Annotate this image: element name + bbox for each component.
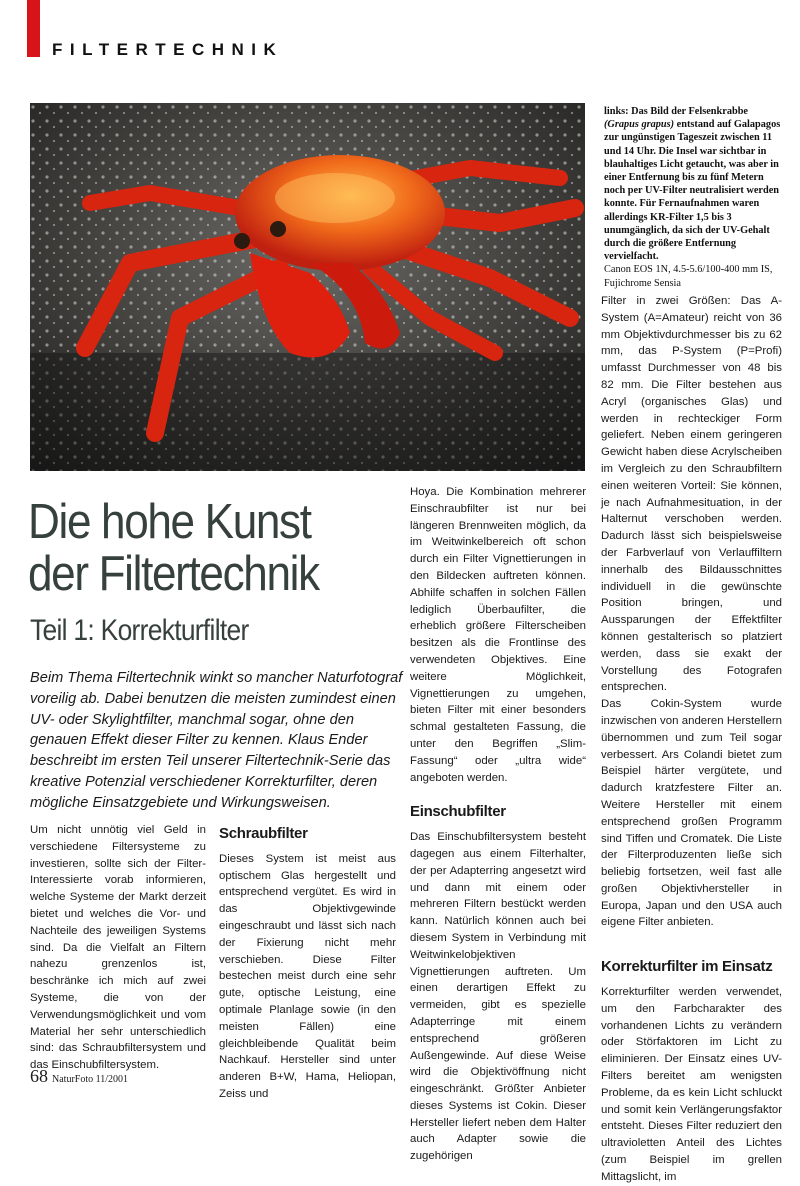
caption-text-1: links: Das Bild der Felsenkrabbe	[604, 106, 748, 117]
column-4-text-1: Filter in zwei Größen: Das A-System (A=Amateur) reicht von 36 mm Objektivdurchmesser bis zu 62 mm, das P-System (P=Profi) umfasst Durchmesser von 48 bis 82 mm. Die Filter bestehen aus Acryl (organisches Glas) und werden in rechteckiger Form geliefert. Neben einem geringeren Gewicht haben diese Acrylscheiben im Vergleich zu den Schraubfiltern einen weiteren Vorteil: Sie können, je nach Aufnahmesituation, in der Halternut verschoben werden. Dadurch lässt sich beispielsweise der Farbverlauf von Verlauffiltern innerhalb des Bildausschnittes individuell in die gewünschte Position bringen, und Aussparungen der Effektfilter können gestalterisch so platziert werden, dass sie exakt der Vorstellung des Fotografen entsprechen.	[601, 295, 782, 694]
column-1-text: Um nicht unnötig viel Geld in verschiedene Filtersysteme zu investieren, sollte sich der Filter-Interessierte vorab informieren, welche Systeme der Markt derzeit bietet und welches die Vor- und Nachteile des jeweiligen Systems sind. Da die Vielfalt an Filtern nahezu grenzenlos ist, beschränke ich mich auf zwei Systeme, die von der Verwendungsmöglichkeit und vom Material her sehr unterschiedlich sind: das Schraubfiltersystem und das Einschubfiltersystem.	[30, 824, 206, 1072]
crab-illustration	[30, 103, 585, 471]
magazine-issue: NaturFoto 11/2001	[52, 1074, 129, 1085]
column-4	[601, 293, 782, 1186]
caption-species: (Grapus grapus)	[604, 119, 675, 131]
page-footer	[30, 1066, 128, 1087]
heading-korrekturfilter-im-einsatz: Korrekturfilter im Einsatz	[601, 958, 773, 976]
caption-camera-meta: Canon EOS 1N, 4.5-5.6/100-400 mm IS, Fujichrome Sensia	[604, 264, 773, 289]
section-accent-bar	[27, 0, 40, 57]
intro-paragraph: Beim Thema Filtertechnik winkt so mancher Naturfotograf voreilig ab. Dabei benutzen die meisten zumindest einen UV- oder Skylightfilter, manchmal sogar, ohne den genauen Effekt dieser Filter zu kennen. Klaus Ender beschreibt im ersten Teil unserer Filtertechnik-Serie das kreative Potenzial verschiedener Korrekturfilter, deren mögliche Einsatzgebiete und Wirkungsweisen.	[30, 670, 403, 811]
heading-schraubfilter: Schraubfilter	[219, 825, 308, 842]
caption-text-2: entstand auf Galapagos zur ungünstigen Tageszeit zwischen 11 und 14 Uhr. Die Insel war sichtbar in blauhaltiges Licht getaucht, was aber in einer Entfernung bis zu fünf Metern noch per UV-Filter neutralisiert werden konnte. Für Fernaufnahmen waren allerdings KR-Filter 1,5 bis 3 unumgänglich, da sich der UV-Gehalt durch die größere Entfernung vervielfacht.	[604, 119, 781, 263]
subtitle: Teil 1: Korrekturfilter	[30, 614, 249, 647]
column-3-text: Das Einschubfiltersystem besteht dagegen aus einem Filterhalter, der per Adapterring angesetzt wird und dann mit einem oder mehreren Filtern bestückt werden kann. Natürlich können auch bei diesem System in Verbindung mit Weitwinkelobjektiven Vignettierungen auftreten. Um einen derartigen Effekt zu vermeiden, gibt es spezielle Adapterringe mit einem entsprechend größeren Außengewinde. Auf diese Weise wird die Objektivöffnung nicht eingeschränkt. Größter Anbieter dieses Systems ist Cokin. Dieser Hersteller liefert neben dem Halter auch Adapter sowie die zugehörigen	[410, 831, 586, 1163]
column-2-text: Dieses System ist meist aus optischem Glas hergestellt und entsprechend vergütet. Es wird in das Objektivgewinde eingeschraubt und lässt sich nach der Fixierung nicht mehr verschieben. Diese Filter bestechen meist durch eine sehr gute, optische Leistung, eine optimale Planlage sowie (in den meisten Fällen) eine gleichbleibende Qualität beim Nachkauf. Hersteller sind unter anderen B+W, Hama, Heliopan, Zeiss und	[219, 852, 396, 1100]
column-3-top-text: Hoya. Die Kombination mehrerer Einschraubfilter ist nur bei längeren Brennweiten möglich, da im Weitwinkelbereich oft schon durch ein Filter Vignettierungen in den Bildecken auftreten können. Abhilfe schaffen in solchen Fällen lediglich Überbaufilter, die erheblich größere Filterscheiben besitzen als die Frontlinse des verwendeten Objektives. Eine weitere Möglichkeit, Vignettierungen zu umgehen, bieten Filter mit einer besonders schmal gestalteten Fassung, die unter den Begriffen „Slim-Fassung“ oder „ultra wide“ angeboten werden.	[410, 486, 586, 784]
page-number: 68	[30, 1066, 48, 1086]
column-2	[219, 826, 396, 1103]
heading-einschubfilter: Einschubfilter	[410, 803, 506, 821]
headline-line-1: Die hohe Kunst	[28, 495, 311, 549]
column-4-text-2: Das Cokin-System wurde inzwischen von anderen Herstellern übernommen und zum Teil sogar verbessert. Ars Colandi bietet zum Beispiel härter vergütete, und dadurch kratzfestere Filter an. Weitere Hersteller mit einem entsprechend großen Programm sind Tiffen und Cromatek. Die Liste der Filterproduzenten ließe sich beliebig fortsetzen, weil fast alle großen Objektivhersteller in Europa, Japan und den USA auch eigene Filter anbieten.	[601, 698, 782, 929]
crab-photo	[30, 103, 585, 471]
headline-line-2: der Filtertechnik	[28, 547, 319, 601]
photo-caption	[604, 105, 784, 290]
column-1	[30, 822, 206, 1074]
column-4-text-3: Korrekturfilter werden verwendet, um den Farbcharakter des vorhandenen Lichts zu verändern oder Störfaktoren im Licht zu eliminieren. Der Einsatz eines UV-Filters bereitet am wenigsten Probleme, da es kein Licht schluckt und somit kein Verlängerungsfaktor entsteht. Dieses Filter reduziert den ultravioletten Anteil des Lichtes (zum Beispiel im grellen Mittagslicht, im	[601, 986, 782, 1183]
section-label: FILTERTECHNIK	[52, 40, 284, 59]
column-3	[410, 484, 586, 1165]
headline	[28, 496, 319, 600]
